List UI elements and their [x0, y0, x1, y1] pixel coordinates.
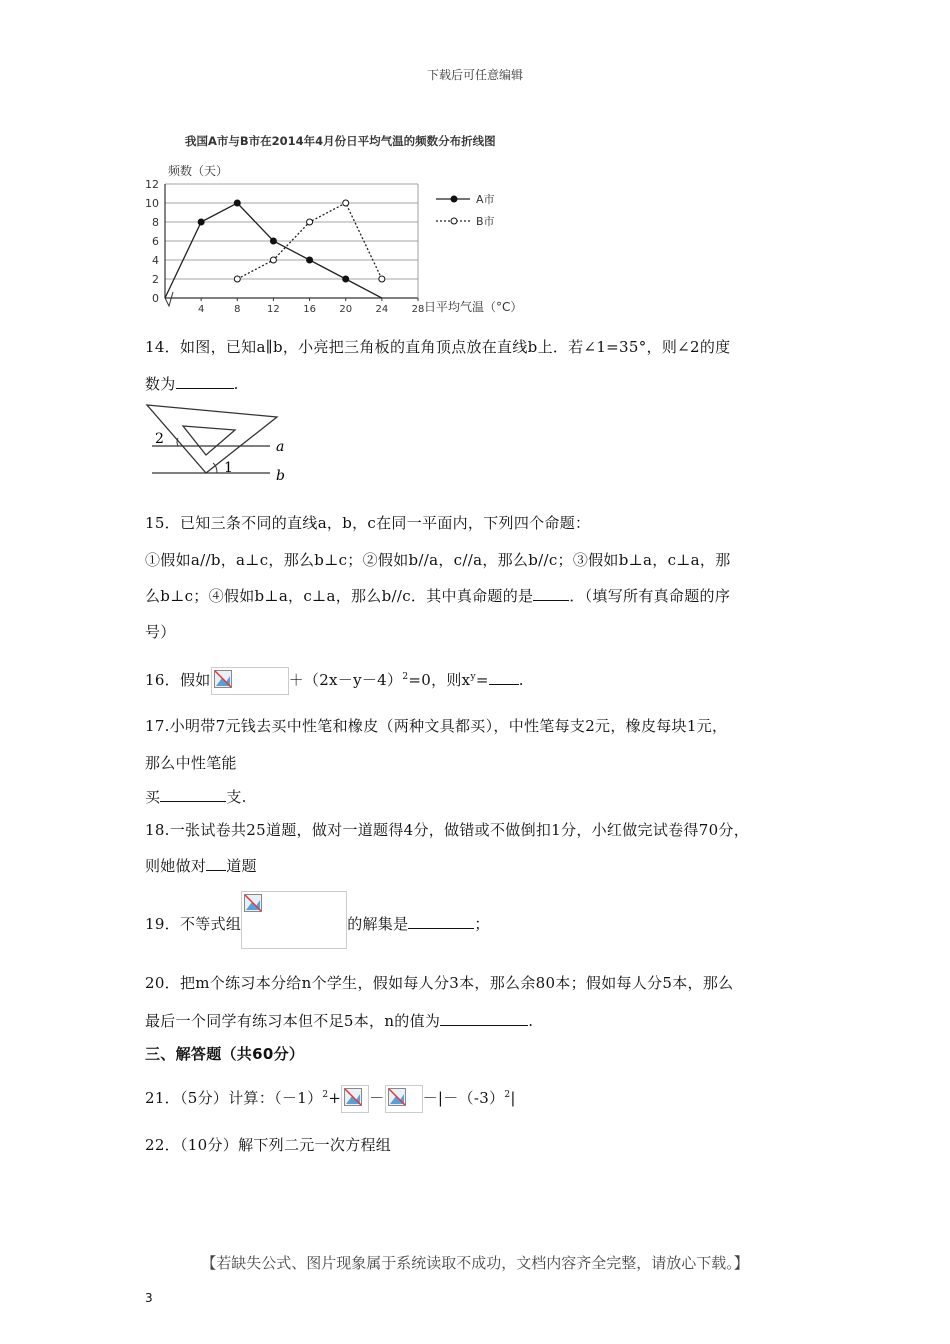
legend-label: B市 — [476, 215, 495, 228]
y-tick-label: 4 — [152, 254, 159, 267]
data-point — [270, 257, 276, 263]
page-header: 下载后可任意编辑 — [426, 68, 523, 82]
angle-2-arc — [177, 438, 178, 446]
y-tick-label: 12 — [145, 178, 159, 191]
q17-line2: 那么中性笔能 — [145, 754, 237, 772]
q18-line2: 则她做对 道题 — [145, 857, 257, 875]
chart-legend — [436, 193, 495, 228]
series-a — [165, 200, 382, 298]
q14-text: 数为 — [145, 375, 176, 393]
y-tick-label: 8 — [152, 216, 159, 229]
x-tick-label: 16 — [303, 304, 316, 315]
x-tick-label: 28 — [411, 304, 425, 315]
legend-label: A市 — [476, 193, 495, 206]
data-point — [270, 238, 276, 244]
section-3-heading: 三、解答题（共60分） — [145, 1045, 305, 1063]
y-tick-label: 0 — [152, 292, 159, 305]
q17-line3: 买 支. — [145, 788, 247, 806]
q18-answer-blank[interactable] — [206, 856, 226, 871]
chart-ylabel: 频数（天） — [168, 164, 229, 178]
x-tick-label: 20 — [339, 304, 353, 315]
data-point — [343, 200, 349, 206]
q16-line: 16．假如 $+(2x-y-4)^2=0$，则$x^y=$ . — [145, 662, 524, 692]
missing-formula-image — [341, 1085, 369, 1113]
q15-answer-blank[interactable] — [533, 586, 569, 601]
series-line — [165, 203, 382, 298]
x-tick-label: 4 — [197, 304, 205, 315]
data-point — [307, 257, 313, 263]
broken-image-icon — [214, 670, 232, 688]
legend-marker — [451, 218, 457, 224]
label-b: b — [276, 468, 285, 484]
q17-answer-blank[interactable] — [160, 787, 226, 802]
triangle-inner — [183, 426, 235, 455]
q19-line: 19．不等式组 的解集是 ； — [145, 891, 490, 949]
data-point — [343, 276, 349, 282]
label-2: 2 — [155, 431, 164, 447]
label-a: a — [276, 439, 285, 455]
data-point — [379, 276, 385, 282]
q15-line4: 号） — [145, 623, 176, 641]
broken-image-icon — [388, 1088, 406, 1106]
frequency-line-chart — [140, 128, 540, 320]
y-tick-labels — [145, 178, 159, 305]
q21-line: 21．（5分）计算：$(-1)^2+$ － $-|-(-3)^2|$ — [145, 1080, 516, 1110]
q14-answer-blank[interactable] — [176, 374, 234, 389]
missing-inequality-image — [241, 891, 347, 949]
x-tick-labels — [198, 298, 424, 315]
q19-answer-blank[interactable] — [408, 914, 474, 929]
page-footer-notice: 【若缺失公式、图片现象属于系统读取不成功，文档内容齐全完整，请放心下载。】 — [201, 1254, 749, 1272]
broken-image-icon — [344, 1088, 362, 1106]
triangle-outer — [147, 405, 277, 473]
q20-line2: 最后一个同学有练习本但不足5本，n的值为 . — [145, 1012, 534, 1030]
data-point — [234, 276, 240, 282]
triangle-figure — [140, 400, 300, 488]
y-tick-label: 10 — [145, 197, 159, 210]
q15-line3: 么b⊥c；④假如b⊥a，c⊥a，那么b//c．其中真命题的是 ．（填写所有真命题的序 — [145, 587, 731, 605]
label-1: 1 — [224, 460, 233, 476]
x-tick-label: 12 — [267, 304, 280, 315]
q22-line: 22．（10分）解下列二元一次方程组 — [145, 1136, 392, 1154]
data-point — [234, 200, 240, 206]
x-tick-label: 24 — [375, 304, 389, 315]
q16-answer-blank[interactable] — [489, 670, 519, 685]
chart-title: 我国A市与B市在2014年4月份日平均气温的频数分布折线图 — [185, 134, 496, 148]
chart-grid — [165, 184, 418, 306]
page-number: 3 — [145, 1291, 153, 1305]
y-tick-label: 2 — [152, 273, 159, 286]
x-tick-label: 8 — [234, 304, 241, 315]
q20-line1: 20．把m个练习本分给n个学生，假如每人分3本，那么余80本；假如每人分5本，那么 — [145, 974, 734, 992]
q15-line1: 15．已知三条不同的直线a，b，c在同一平面内，下列四个命题： — [145, 514, 591, 532]
legend-marker — [451, 196, 457, 202]
q14-line2: 数为 . — [145, 375, 239, 393]
missing-formula-image — [211, 667, 289, 695]
q14-line1: 14．如图，已知a∥b，小亮把三角板的直角顶点放在直线b上．若∠1=35°，则∠2的度 — [145, 338, 731, 356]
q17-line1: 17.小明带7元钱去买中性笔和橡皮（两种文具都买），中性笔每支2元，橡皮每块1元， — [145, 717, 728, 735]
q20-answer-blank[interactable] — [440, 1011, 528, 1026]
broken-image-icon — [244, 894, 262, 912]
q18-line1: 18.一张试卷共25道题，做对一道题得4分，做错或不做倒扣1分，小红做完试卷得70分， — [145, 821, 750, 839]
y-tick-label: 6 — [152, 235, 159, 248]
data-point — [307, 219, 313, 225]
chart-xlabel: 日平均气温（°C） — [424, 300, 523, 314]
data-point — [198, 219, 204, 225]
missing-formula-image — [385, 1085, 423, 1113]
q15-line2: ①假如a//b，a⊥c，那么b⊥c；②假如b//a，c//a，那么b//c；③假如b⊥a，c⊥a，那 — [145, 551, 731, 569]
